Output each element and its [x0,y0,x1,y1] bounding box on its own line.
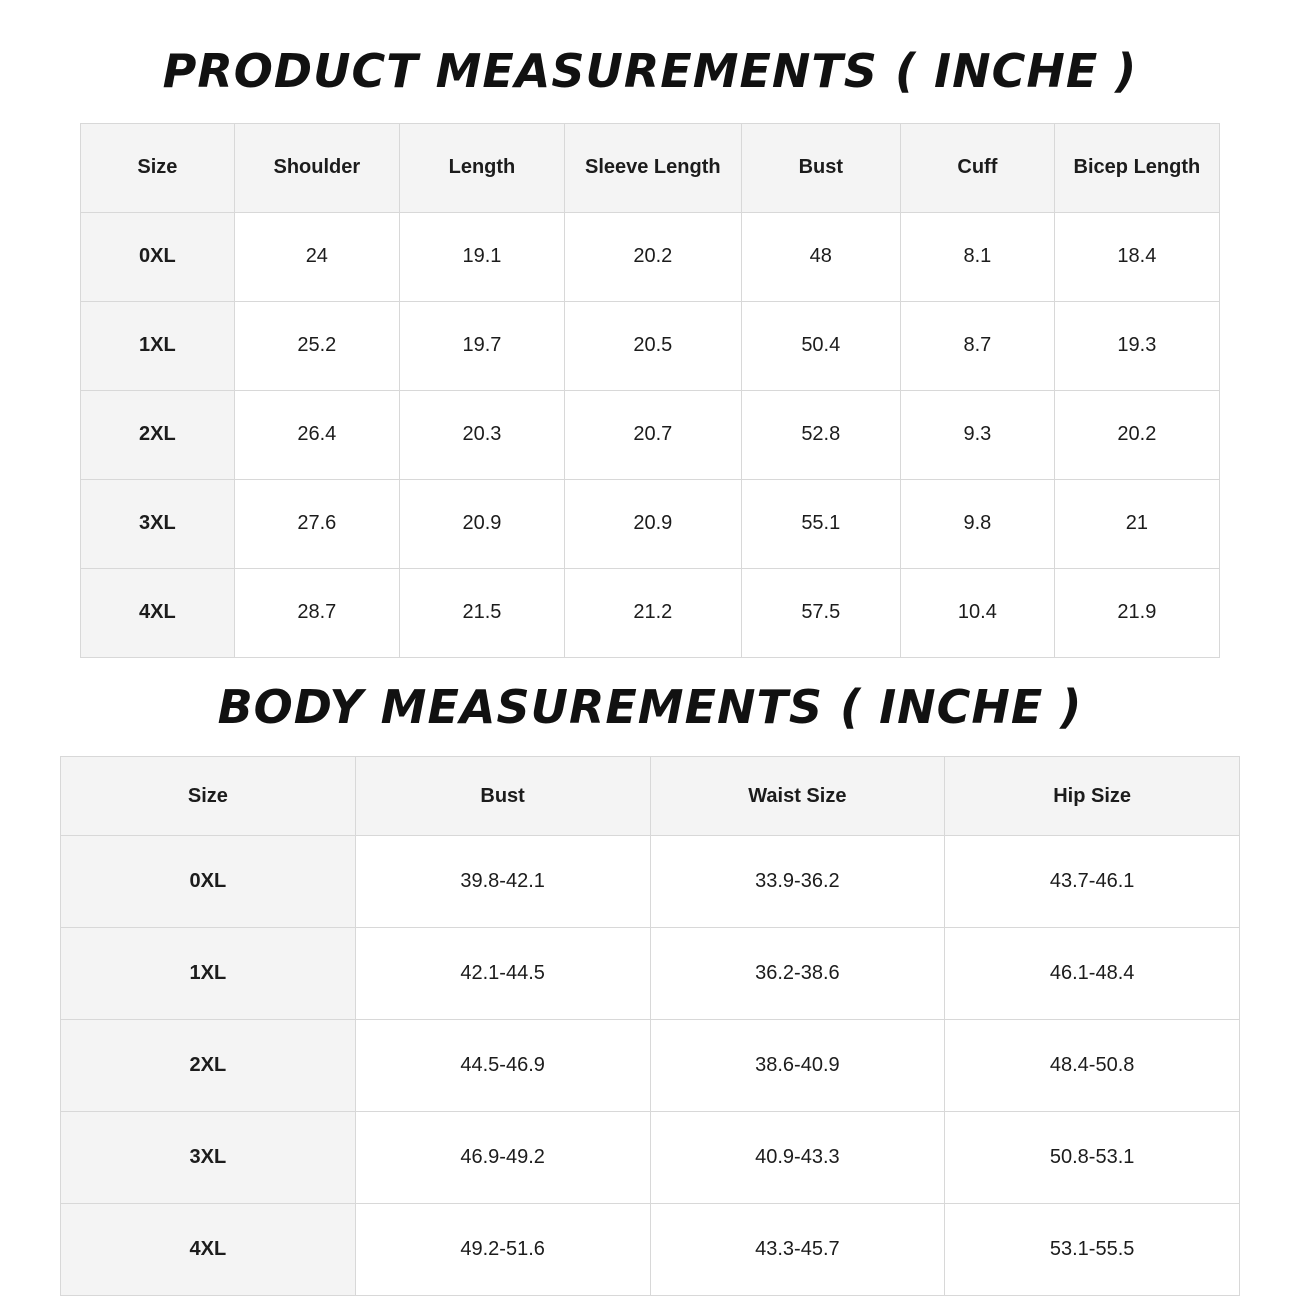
measurement-cell: 21 [1054,479,1219,568]
measurement-cell: 52.8 [741,390,900,479]
measurement-cell: 20.9 [399,479,564,568]
measurement-cell: 26.4 [234,390,399,479]
table-header-row [61,757,1240,836]
measurement-cell: 38.6-40.9 [650,1020,945,1112]
column-header: Cuff [901,123,1055,212]
measurement-cell: 40.9-43.3 [650,1112,945,1204]
measurement-cell: 43.3-45.7 [650,1204,945,1296]
table-header-row [81,123,1220,212]
column-header: Waist Size [650,757,945,836]
column-header: Sleeve Length [565,123,742,212]
table-row [81,212,1220,301]
measurement-cell: 8.1 [901,212,1055,301]
measurement-cell: 28.7 [234,568,399,657]
measurement-cell: 21.9 [1054,568,1219,657]
measurement-cell: 42.1-44.5 [355,928,650,1020]
measurement-cell: 49.2-51.6 [355,1204,650,1296]
size-cell: 3XL [61,1112,356,1204]
body-measurements-title: BODY MEASUREMENTS ( INCHE ) [217,679,1083,734]
measurement-cell: 20.9 [565,479,742,568]
size-cell: 2XL [61,1020,356,1112]
table-row [81,479,1220,568]
measurement-cell: 39.8-42.1 [355,836,650,928]
column-header: Bust [741,123,900,212]
product-measurements-table [80,123,1220,658]
table-row [61,1020,1240,1112]
measurement-cell: 21.5 [399,568,564,657]
measurement-cell: 25.2 [234,301,399,390]
size-cell: 0XL [61,836,356,928]
product-measurements-title: PRODUCT MEASUREMENTS ( INCHE ) [162,44,1138,98]
size-cell: 4XL [81,568,235,657]
table-row [61,1204,1240,1296]
measurement-cell: 19.3 [1054,301,1219,390]
measurement-cell: 55.1 [741,479,900,568]
column-header: Size [61,757,356,836]
measurement-cell: 46.1-48.4 [945,928,1240,1020]
table-row [81,390,1220,479]
column-header: Bust [355,757,650,836]
measurement-cell: 9.3 [901,390,1055,479]
size-cell: 4XL [61,1204,356,1296]
table-row [61,1112,1240,1204]
measurement-cell: 20.3 [399,390,564,479]
measurement-cell: 21.2 [565,568,742,657]
measurement-cell: 48 [741,212,900,301]
size-cell: 2XL [81,390,235,479]
measurement-cell: 43.7-46.1 [945,836,1240,928]
measurement-cell: 44.5-46.9 [355,1020,650,1112]
size-cell: 3XL [81,479,235,568]
measurement-cell: 19.1 [399,212,564,301]
measurement-cell: 24 [234,212,399,301]
body-measurements-table [60,756,1240,1296]
size-cell: 1XL [81,301,235,390]
table-row [81,568,1220,657]
measurement-cell: 57.5 [741,568,900,657]
size-cell: 1XL [61,928,356,1020]
measurement-cell: 46.9-49.2 [355,1112,650,1204]
measurement-cell: 20.5 [565,301,742,390]
measurement-cell: 20.2 [565,212,742,301]
measurement-cell: 20.7 [565,390,742,479]
measurement-cell: 8.7 [901,301,1055,390]
measurement-cell: 50.4 [741,301,900,390]
measurement-cell: 48.4-50.8 [945,1020,1240,1112]
column-header: Size [81,123,235,212]
size-cell: 0XL [81,212,235,301]
measurement-cell: 27.6 [234,479,399,568]
table-row [61,836,1240,928]
measurement-cell: 53.1-55.5 [945,1204,1240,1296]
table-row [81,301,1220,390]
column-header: Hip Size [945,757,1240,836]
column-header: Shoulder [234,123,399,212]
measurement-cell: 19.7 [399,301,564,390]
measurement-cell: 9.8 [901,479,1055,568]
table-row [61,928,1240,1020]
column-header: Length [399,123,564,212]
measurement-cell: 33.9-36.2 [650,836,945,928]
measurement-cell: 36.2-38.6 [650,928,945,1020]
column-header: Bicep Length [1054,123,1219,212]
measurement-cell: 18.4 [1054,212,1219,301]
measurement-cell: 10.4 [901,568,1055,657]
measurement-cell: 20.2 [1054,390,1219,479]
measurement-cell: 50.8-53.1 [945,1112,1240,1204]
